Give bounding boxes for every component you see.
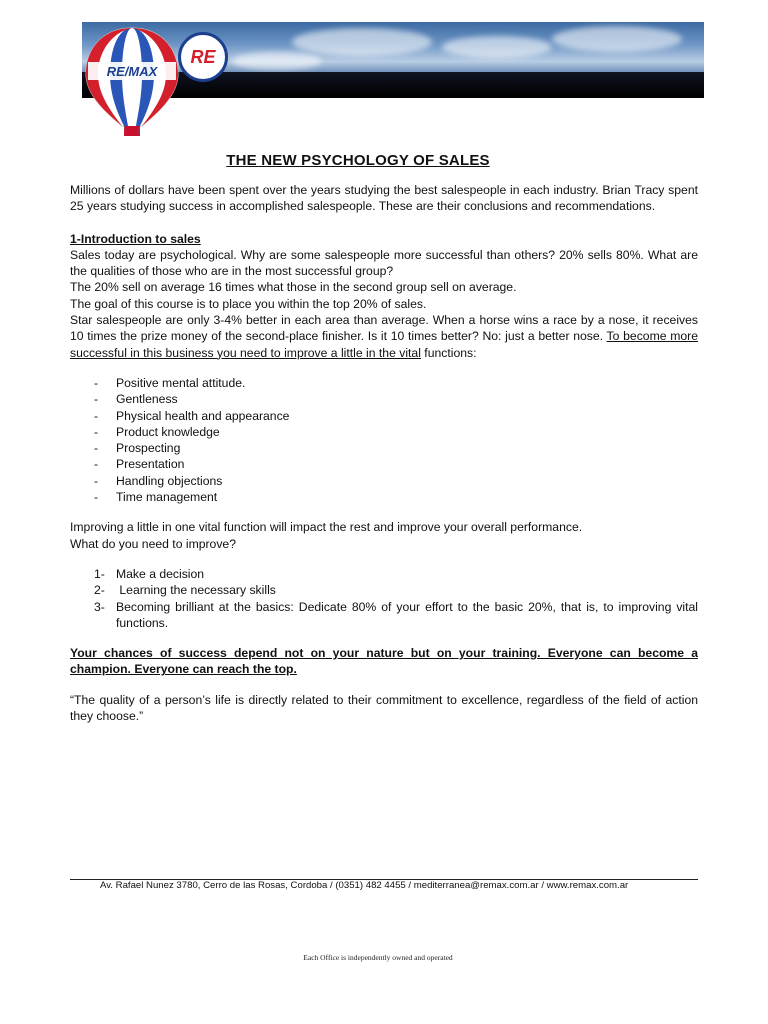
list-item (70, 391, 698, 407)
improvement-steps-list (70, 566, 698, 631)
cloud (552, 26, 682, 52)
list-item (70, 582, 698, 598)
list-item-text: Time management (116, 490, 218, 505)
step-number: 1- (94, 566, 105, 581)
paragraph: Sales today are psychological. Why are some salespeople more successful than others? 20% sells 80%. What are the qualities of those who are in the most successful group? (70, 247, 698, 279)
hot-air-balloon-icon (82, 22, 182, 152)
list-item (70, 599, 698, 632)
list-item-text: Prospecting (116, 441, 181, 456)
re-badge-logo: RE (178, 32, 228, 82)
bullet-dash: - (94, 424, 99, 439)
bullet-dash: - (94, 441, 99, 456)
bullet-dash: - (94, 490, 99, 505)
cloud (232, 52, 322, 70)
list-item (70, 456, 698, 472)
bullet-dash: - (94, 392, 99, 407)
remax-logo (82, 22, 222, 152)
page-title: THE NEW PSYCHOLOGY OF SALES (226, 152, 490, 169)
underlined-text: To become more successful in this business you need to improve a little in the vital (70, 329, 698, 360)
step-number: 3- (94, 599, 105, 614)
list-item-text: Presentation (116, 457, 185, 472)
step-number: 2- (94, 583, 105, 598)
list-item-text: Handling objections (116, 473, 223, 488)
bullet-dash: - (94, 473, 99, 488)
list-item-text: Gentleness (116, 392, 178, 407)
cloud (292, 28, 432, 56)
vital-functions-list (70, 375, 698, 505)
svg-text:RE/MAX: RE/MAX (106, 64, 158, 79)
step-text: Make a decision (116, 566, 205, 581)
document-body (70, 182, 698, 724)
bullet-dash: - (94, 408, 99, 423)
paragraph: Improving a little in one vital function will impact the rest and improve your overall performance. (70, 520, 583, 535)
list-item (70, 473, 698, 489)
emphasis-statement: Your chances of success depend not on your nature but on your training. Everyone can become a champion. Everyone can reach the top. (70, 646, 698, 677)
list-item (70, 566, 698, 582)
paragraph: The goal of this course is to place you within the top 20% of sales. (70, 296, 427, 311)
footer-address: Av. Rafael Nunez 3780, Cerro de las Rosas, Cordoba / (0351) 482 4455 / mediterranea@remax.com.ar / www.remax.com.ar (100, 880, 629, 891)
step-text: Becoming brilliant at the basics: Dedicate 80% of your effort to the basic 20%, that is, to improving vital functions. (116, 599, 698, 630)
list-item (70, 375, 698, 391)
step-text: Learning the necessary skills (116, 583, 276, 598)
paragraph: The 20% sell on average 16 times what those in the second group sell on average. (70, 280, 517, 295)
bullet-dash: - (94, 375, 99, 390)
list-item-text: Product knowledge (116, 424, 220, 439)
section-heading: 1-Introduction to sales (70, 231, 201, 246)
paragraph-text: functions: (420, 345, 477, 360)
quote: “The quality of a person’s life is directly related to their commitment to excellence, regardless of the field of action they choose.” (70, 692, 698, 724)
list-item (70, 489, 698, 505)
bullet-dash: - (94, 457, 99, 472)
list-item (70, 440, 698, 456)
cloud (442, 36, 552, 58)
paragraph-text: Star salespeople are only 3-4% better in each area than average. When a horse wins a race by a nose, it receives 10 times the prize money of the second-place finisher. Is it 10 times better? No: just a better nose. (70, 313, 698, 344)
intro-paragraph: Millions of dollars have been spent over the years studying the best salespeople in each industry. Brian Tracy spent 25 years studying success in accomplished salespeople. These are their conclusions and recommendations. (70, 183, 698, 214)
list-item-text: Positive mental attitude. (116, 375, 246, 390)
footer-disclaimer: Each Office is independently owned and operated (303, 953, 453, 962)
list-item (70, 424, 698, 440)
paragraph (70, 312, 698, 361)
question: What do you need to improve? (70, 536, 236, 551)
list-item-text: Physical health and appearance (116, 408, 290, 423)
list-item (70, 408, 698, 424)
